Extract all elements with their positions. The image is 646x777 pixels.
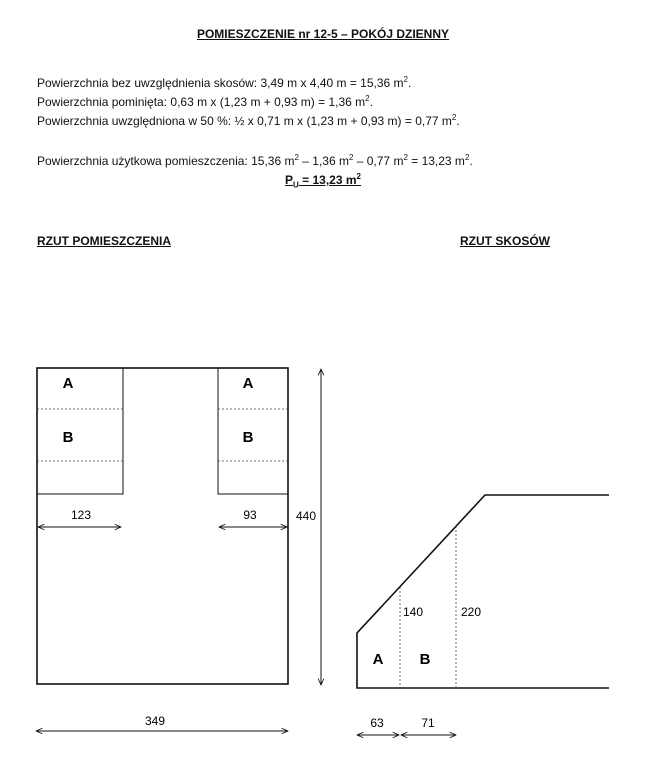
left-slope-zone [37, 368, 123, 494]
floor-plan-outline [37, 368, 288, 684]
dim-label-71: 71 [421, 716, 435, 730]
section-zone-a-label: A [372, 651, 384, 668]
area-gross-text: Powierzchnia bez uwzględnienia skosów: 3,49 m x 4,40 m = 15,36 m [37, 76, 404, 90]
section-title-floor-plan: RZUT POMIESZCZENIA [37, 234, 171, 248]
superscript: 2 [294, 153, 299, 162]
summary-subscript: U [293, 180, 299, 190]
height-label-220: 220 [460, 605, 482, 619]
superscript: 2 [403, 75, 408, 84]
area-usable-text-d: = 13,23 m [407, 154, 465, 168]
summary-symbol: P [285, 173, 294, 187]
area-omitted-text: Powierzchnia pominięta: 0,63 m x (1,23 m + 0,93 m) = 1,36 m [37, 95, 366, 109]
section-zone-b-label: B [419, 651, 431, 668]
superscript: 2 [365, 94, 370, 103]
area-half-text: Powierzchnia uwzględniona w 50 %: ½ x 0,71 m x (1,23 m + 0,93 m) = 0,77 m [37, 114, 452, 128]
dim-label-349: 349 [144, 714, 166, 728]
plan-right-zone-b-label: B [242, 429, 254, 446]
area-usable-text-a: Powierzchnia użytkowa pomieszczenia: 15,36 m [37, 154, 295, 168]
superscript: 2 [348, 153, 354, 162]
dim-label-123: 123 [70, 508, 92, 522]
superscript: 2 [403, 153, 408, 162]
dim-label-440: 440 [295, 509, 317, 523]
summary-value: = 13,23 m [298, 173, 357, 187]
superscript: 2 [464, 153, 470, 162]
plan-right-zone-a-label: A [242, 375, 254, 392]
dim-label-63: 63 [370, 716, 384, 730]
period: . [407, 76, 412, 90]
area-usable-text-c: – 0,77 m [353, 154, 404, 168]
summary-superscript: 2 [356, 172, 361, 181]
section-title-slopes: RZUT SKOSÓW [460, 234, 550, 248]
period: . [456, 114, 460, 128]
area-usable-text-b: – 1,36 m [298, 154, 349, 168]
period: . [369, 95, 373, 109]
plan-left-zone-b-label: B [62, 429, 74, 446]
superscript: 2 [451, 113, 457, 122]
plan-left-zone-a-label: A [62, 375, 74, 392]
period: . [469, 154, 473, 168]
page-title: POMIESZCZENIE nr 12-5 – POKÓJ DZIENNY [196, 27, 450, 41]
slope-section-outline [357, 495, 609, 688]
height-label-140: 140 [402, 605, 424, 619]
dim-label-93: 93 [243, 508, 257, 522]
